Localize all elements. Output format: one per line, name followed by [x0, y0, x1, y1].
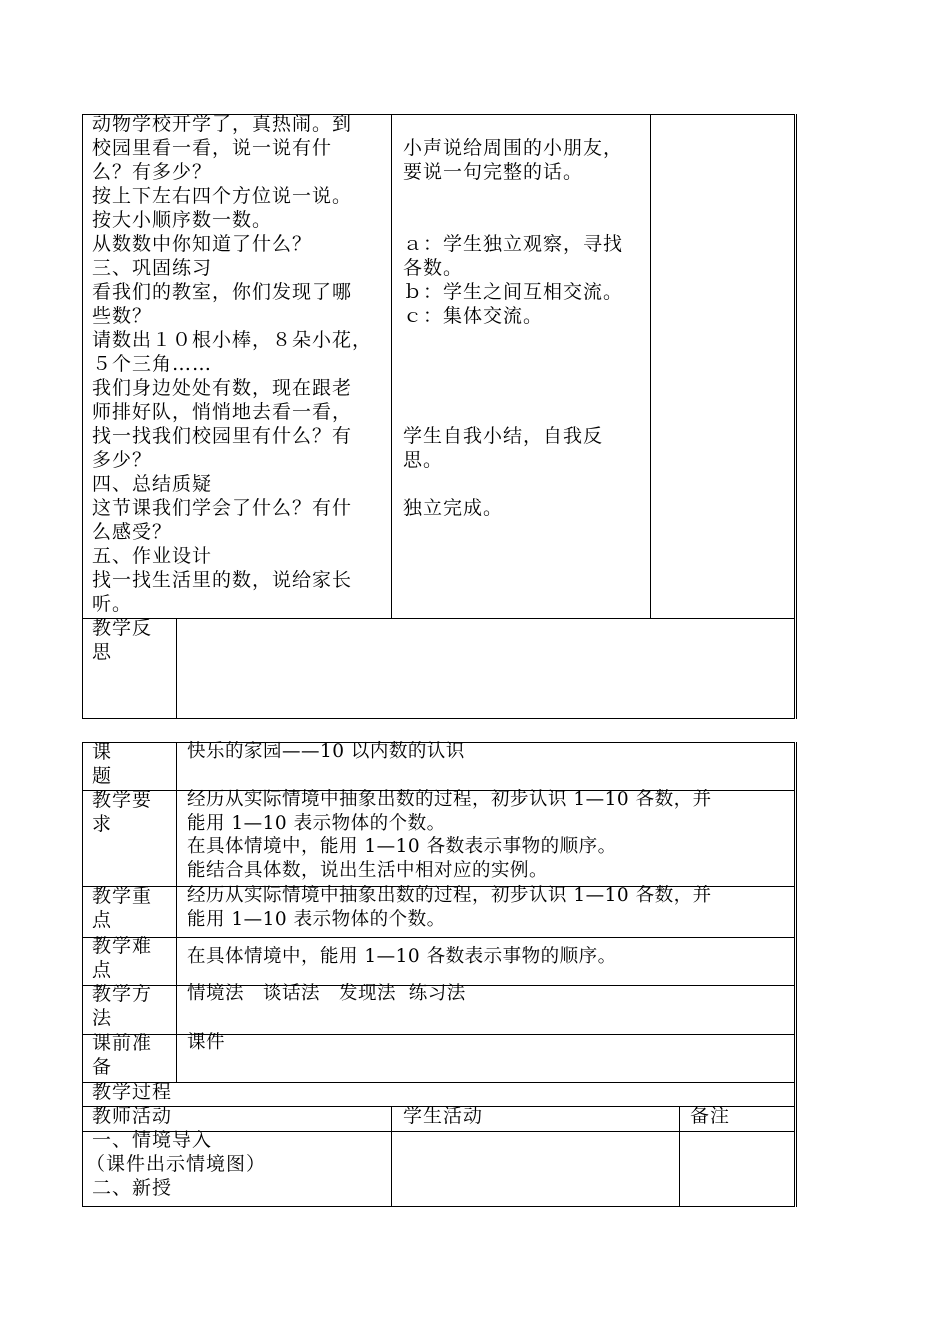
process-text: 一、情境导入 （课件出示情境图） 二、新授: [86, 1129, 267, 1199]
key-points-value: 经历从实际情境中抽象出数的过程，初步认识 1—10 各数，并 能用 1—10 表示物体的个数。: [187, 885, 712, 930]
student-activity-b: ａ：学生独立观察，寻找 各数。 ｂ：学生之间互相交流。 ｃ：集体交流。: [403, 233, 624, 327]
topic-label: 课 题: [92, 741, 113, 787]
student-activity-c: 学生自我小结，自我反 思。: [403, 425, 604, 471]
requirements-label: 教学要 求: [92, 789, 153, 835]
teacher-activity-text: 动物学校开学了，真热闹。到 校园里看一看，说一说有什 么？有多少？ 按上下左右四个方位说一说。 按大小顺序数一数。 从数数中你知道了什么？ 三、巩固练习 看我们的教室，你们发现了哪 些数？ 请数出１０根小棒，８朵小花， ５个三角…… 我们身边处处有数，现在跟老 师排好队，悄悄地去看一看， 找一找我们校园里有什么？有 多少？ 四、总结质疑 这节课我们学会了什么？有什 么感受？ 五、作业设计 找一找生活里的数，说给家长 听。: [92, 113, 373, 615]
method-value: 情境法 谈话法 发现法 练习法: [187, 983, 466, 1004]
col-notes: 备注: [690, 1105, 731, 1127]
requirements-value: 经历从实际情境中抽象出数的过程，初步认识 1—10 各数，并 能用 1—10 表示物体的个数。 在具体情境中，能用 1—10 各数表示事物的顺序。 能结合具体数，说出生活中相对应的实例。: [187, 789, 712, 881]
method-label: 教学方 法: [92, 983, 153, 1029]
student-activity-d: 独立完成。: [403, 497, 504, 519]
key-points-label: 教学重 点: [92, 885, 153, 931]
col-student-activity: 学生活动: [403, 1105, 484, 1127]
col-teacher-activity: 教师活动: [92, 1105, 173, 1127]
process-heading: 教学过程: [92, 1081, 173, 1103]
topic-value: 快乐的家园——10 以内数的认识: [187, 741, 465, 762]
difficulty-label: 教学难 点: [92, 935, 153, 981]
reflection-label: 教学反 思: [92, 617, 153, 663]
difficulty-value: 在具体情境中，能用 1—10 各数表示事物的顺序。: [187, 946, 617, 967]
preparation-label: 课前准 备: [92, 1032, 153, 1078]
preparation-value: 课件: [187, 1032, 226, 1053]
student-activity-a: 小声说给周围的小朋友， 要说一句完整的话。: [403, 137, 624, 183]
